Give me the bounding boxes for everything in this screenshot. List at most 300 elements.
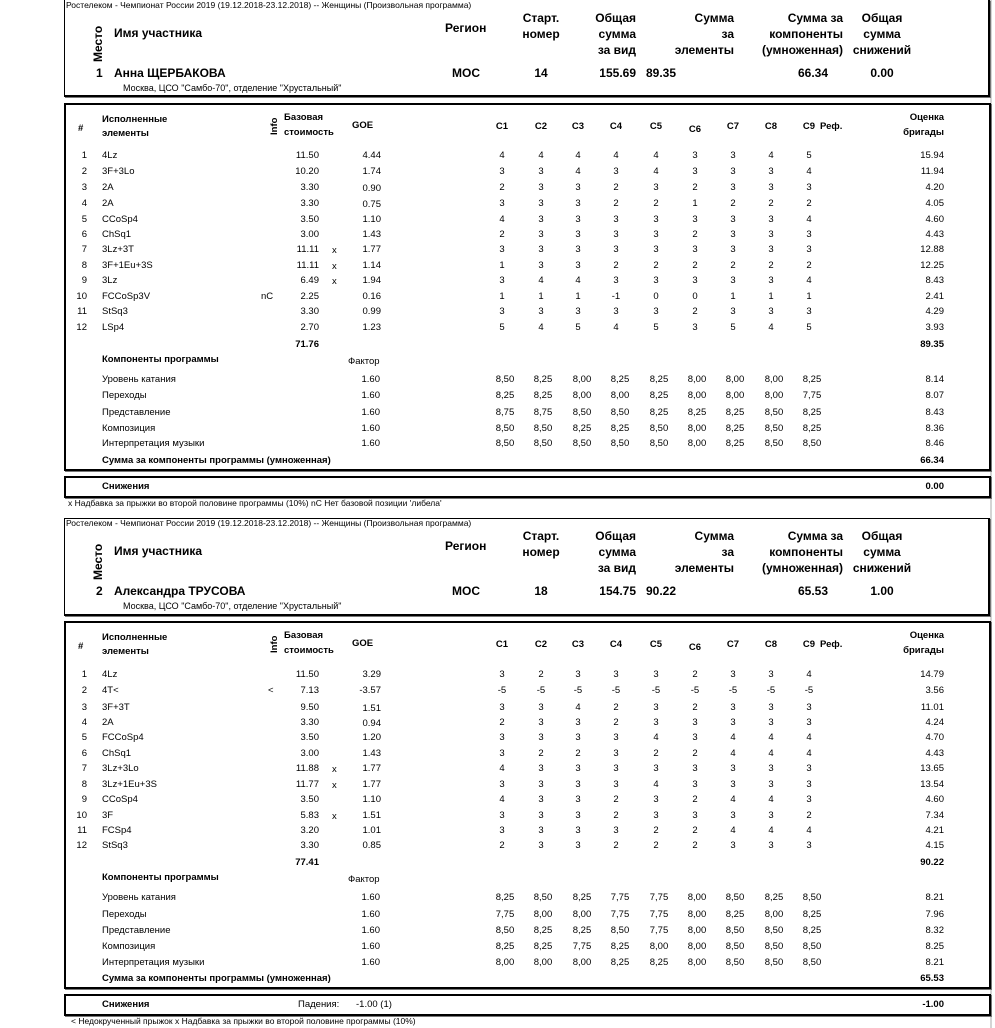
element-base-value: 3.30 (300, 840, 319, 851)
element-row (64, 810, 987, 825)
judge-score-c1: 3 (499, 306, 505, 317)
element-base-value: 3.30 (300, 306, 319, 317)
judge-score-c5: 3 (653, 717, 659, 728)
component-name: Переходы (102, 909, 147, 920)
element-row (64, 306, 987, 321)
component-name: Уровень катания (102, 374, 176, 385)
info-header: Info (269, 635, 280, 653)
judge-score-c7: 2 (730, 198, 736, 209)
judge-score-c1: 4 (499, 150, 505, 161)
judge-score-c2: 3 (538, 166, 544, 177)
total-deductions-value: 0.00 (870, 66, 894, 80)
component-factor: 1.60 (361, 957, 380, 968)
event-title: Ростелеком - Чемпионат России 2019 (19.12.2018-23.12.2018) -- Женщины (Произвольная программа) (66, 0, 472, 10)
component-judge-c9: 8,25 (802, 423, 822, 434)
element-row (64, 150, 987, 165)
judge-header-c1: C1 (495, 121, 509, 132)
judge-header-c4: C4 (609, 121, 623, 132)
element-row (64, 669, 987, 684)
component-name: Уровень катания (102, 892, 176, 903)
element-code: 3Lz+3Lo (102, 763, 139, 774)
judge-score-c4: -1 (611, 291, 621, 302)
judge-header-c3: C3 (571, 121, 585, 132)
judge-score-c3: 4 (575, 702, 581, 713)
judge-score-c2: 2 (538, 748, 544, 759)
element-row (64, 275, 987, 290)
start-no-header-line: номер (522, 27, 560, 41)
judge-score-c1: 4 (499, 214, 505, 225)
component-factor: 1.60 (361, 407, 380, 418)
component-judge-c5: 8,25 (649, 407, 669, 418)
judge-score-c3: 3 (575, 717, 581, 728)
element-number: 1 (81, 669, 87, 680)
judge-score-c6: 3 (692, 717, 698, 728)
total-deductions-header-line: Общая (861, 11, 903, 25)
element-goe: 1.77 (362, 763, 381, 774)
component-judge-c4: 8,25 (610, 423, 630, 434)
judge-score-c6: 2 (692, 794, 698, 805)
judge-score-c7: 3 (730, 840, 736, 851)
component-factor: 1.60 (361, 438, 380, 449)
element-base-value: 7.13 (300, 685, 319, 696)
judge-score-c6: 3 (692, 244, 698, 255)
judge-score-c4: 3 (613, 779, 619, 790)
element-panel-score: 4.24 (925, 717, 944, 728)
judge-score-c1: 2 (499, 717, 505, 728)
judge-score-c2: -5 (536, 685, 546, 696)
component-judge-c8: 8,50 (764, 941, 784, 952)
judge-score-c2: 3 (538, 244, 544, 255)
judge-score-c7: 4 (730, 732, 736, 743)
skater-club: Москва, ЦСО "Самбо-70", отделение "Хрустальный" (123, 83, 342, 93)
element-panel-score: 3.56 (925, 685, 944, 696)
component-judge-c6: 8,00 (687, 892, 707, 903)
element-base-value: 3.20 (300, 825, 319, 836)
element-goe: 1.10 (362, 794, 381, 805)
judge-header-c8: C8 (764, 121, 778, 132)
total-segment-header-line: за вид (597, 43, 636, 57)
judge-score-c3: 4 (575, 275, 581, 286)
panel-score-header-line: Оценка (909, 112, 944, 123)
name-header: Имя участника (114, 544, 203, 558)
component-judge-c3: 8,25 (572, 892, 592, 903)
judge-score-c5: 3 (653, 763, 659, 774)
skater-block (64, 0, 992, 510)
component-judge-c1: 8,25 (495, 390, 515, 401)
judge-score-c9: 1 (806, 291, 812, 302)
name-header: Имя участника (114, 26, 203, 40)
element-goe: 1.77 (362, 779, 381, 790)
element-base-value: 3.00 (300, 229, 319, 240)
judge-score-c6: 3 (692, 732, 698, 743)
element-panel-score: 4.43 (925, 748, 944, 759)
element-goe: 1.43 (362, 229, 381, 240)
deductions-box (64, 476, 991, 498)
component-judge-c6: 8,00 (687, 390, 707, 401)
judge-score-c9: 3 (806, 763, 812, 774)
judge-score-c5: 2 (653, 840, 659, 851)
judge-score-c9: 4 (806, 825, 812, 836)
panel-score-header-line: бригады (903, 127, 944, 138)
place-label: Место (91, 543, 105, 580)
deductions-detail-label: Падения: (298, 999, 340, 1010)
judge-score-c1: 1 (499, 260, 505, 271)
judge-header-c4: C4 (609, 639, 623, 650)
total-elements-header-line: Сумма (694, 529, 734, 543)
element-goe: 1.51 (362, 810, 381, 821)
judge-score-c8: 4 (768, 322, 774, 333)
judge-score-c6: 2 (692, 229, 698, 240)
element-row (64, 763, 987, 778)
element-base-value: 3.30 (300, 182, 319, 193)
judge-score-c7: 3 (730, 150, 736, 161)
judge-score-c8: 3 (768, 244, 774, 255)
info-header: Info (269, 117, 280, 135)
judge-score-c2: 2 (538, 669, 544, 680)
judge-score-c1: 3 (499, 244, 505, 255)
judge-score-c7: -5 (728, 685, 738, 696)
element-goe: 0.90 (362, 183, 381, 194)
component-judge-c1: 8,50 (495, 423, 515, 434)
element-base-value: 11.11 (296, 244, 319, 255)
element-info: < (268, 685, 274, 696)
component-judge-c3: 8,00 (572, 390, 592, 401)
element-panel-score: 11.94 (920, 166, 944, 177)
element-goe: 0.75 (362, 199, 381, 210)
judge-score-c6: 2 (692, 748, 698, 759)
component-judge-c9: 8,25 (802, 925, 822, 936)
total-segment-header-line: за вид (597, 561, 636, 575)
component-judge-c5: 8,25 (649, 374, 669, 385)
element-bonus-marker: x (332, 764, 337, 775)
judge-score-c9: 2 (806, 260, 812, 271)
judge-score-c6: 2 (692, 825, 698, 836)
component-panel-score: 8.07 (925, 390, 944, 401)
judge-score-c2: 3 (538, 214, 544, 225)
judge-score-c4: 3 (613, 166, 619, 177)
total-components-header-line: Сумма за (787, 529, 843, 543)
judge-score-c8: 1 (768, 291, 774, 302)
judge-score-c3: 3 (575, 244, 581, 255)
judge-score-c2: 3 (538, 779, 544, 790)
judge-score-c9: 4 (806, 275, 812, 286)
factor-header: Фактор (348, 356, 380, 367)
judge-score-c5: 4 (653, 150, 659, 161)
component-judge-c2: 8,00 (533, 957, 553, 968)
element-number: 7 (81, 763, 87, 774)
judge-score-c2: 3 (538, 306, 544, 317)
judge-score-c5: 5 (653, 322, 659, 333)
component-judge-c6: 8,25 (687, 407, 707, 418)
component-judge-c7: 8,25 (725, 909, 745, 920)
component-factor: 1.60 (361, 374, 380, 385)
judge-score-c4: 2 (613, 840, 619, 851)
component-judge-c7: 8,50 (725, 892, 745, 903)
judge-score-c4: 2 (613, 182, 619, 193)
deductions-label: Снижения (102, 481, 150, 492)
place-value: 2 (96, 584, 103, 598)
component-row (64, 374, 987, 389)
element-base-value: 10.20 (295, 166, 319, 177)
component-judge-c4: 8,50 (610, 438, 630, 449)
judge-score-c5: -5 (651, 685, 661, 696)
element-number: 3 (81, 702, 87, 713)
base-value-header-line: Базовая (284, 630, 324, 641)
element-code: StSq3 (102, 840, 128, 851)
component-judge-c2: 8,25 (533, 925, 553, 936)
goe-header: GOE (352, 120, 374, 131)
judge-score-c5: 2 (653, 748, 659, 759)
component-judge-c6: 8,00 (687, 374, 707, 385)
element-goe: 1.94 (362, 275, 381, 286)
judge-score-c3: 3 (575, 763, 581, 774)
judge-score-c2: 3 (538, 825, 544, 836)
judge-score-c2: 3 (538, 732, 544, 743)
element-base-value: 3.00 (300, 748, 319, 759)
goe-header: GOE (352, 638, 374, 649)
judge-score-c9: 3 (806, 244, 812, 255)
judge-score-c3: 3 (575, 825, 581, 836)
total-deductions-header-line: Общая (861, 529, 903, 543)
component-judge-c1: 8,50 (495, 374, 515, 385)
judge-header-c5: C5 (649, 121, 663, 132)
element-base-value: 3.50 (300, 214, 319, 225)
judge-score-c3: 1 (575, 291, 581, 302)
num-header: # (78, 123, 84, 134)
component-name: Интерпретация музыки (102, 957, 205, 968)
judge-score-c9: 3 (806, 779, 812, 790)
component-panel-score: 8.21 (925, 957, 944, 968)
judge-score-c6: 3 (692, 763, 698, 774)
component-judge-c7: 8,50 (725, 941, 745, 952)
element-panel-score: 4.05 (925, 198, 944, 209)
legend-note: x Надбавка за прыжки во второй половине программы (10%) nC Нет базовой позиции 'либела' (68, 498, 442, 508)
judge-score-c1: 3 (499, 748, 505, 759)
component-judge-c4: 8,00 (610, 390, 630, 401)
judge-score-c1: 3 (499, 732, 505, 743)
component-factor: 1.60 (361, 423, 380, 434)
element-code: FCSp4 (102, 825, 132, 836)
judge-score-c5: 3 (653, 182, 659, 193)
component-name: Представление (102, 925, 171, 936)
component-name: Композиция (102, 423, 156, 434)
element-number: 9 (81, 794, 87, 805)
judge-score-c3: 3 (575, 306, 581, 317)
judge-score-c2: 3 (538, 810, 544, 821)
judge-score-c8: 3 (768, 166, 774, 177)
judge-header-c6: C6 (688, 124, 702, 135)
judge-score-c1: 4 (499, 794, 505, 805)
total-components-header-line: компоненты (769, 545, 843, 559)
judge-score-c7: 3 (730, 182, 736, 193)
judge-score-c3: 2 (575, 748, 581, 759)
component-judge-c7: 8,00 (725, 390, 745, 401)
judge-header-c5: C5 (649, 639, 663, 650)
judge-score-c3: 3 (575, 229, 581, 240)
judge-score-c5: 3 (653, 702, 659, 713)
components-total-value: 65.53 (920, 973, 944, 984)
element-base-value: 9.50 (300, 702, 319, 713)
element-base-value: 11.50 (295, 150, 319, 161)
component-panel-score: 8.25 (925, 941, 944, 952)
judge-score-c6: 2 (692, 260, 698, 271)
judge-score-c8: 4 (768, 748, 774, 759)
element-row (64, 717, 987, 732)
deductions-label: Снижения (102, 999, 150, 1010)
component-row (64, 423, 987, 438)
element-number: 12 (76, 840, 87, 851)
component-judge-c1: 8,25 (495, 941, 515, 952)
judge-score-c5: 2 (653, 198, 659, 209)
component-name: Композиция (102, 941, 156, 952)
element-code: 3F (102, 810, 114, 821)
component-judge-c7: 8,25 (725, 423, 745, 434)
judge-score-c7: 3 (730, 810, 736, 821)
judge-score-c8: 3 (768, 763, 774, 774)
judge-score-c9: 5 (806, 322, 812, 333)
judge-score-c9: 4 (806, 669, 812, 680)
judge-score-c7: 4 (730, 825, 736, 836)
judge-score-c3: 3 (575, 214, 581, 225)
element-code: 3F+1Eu+3S (102, 260, 153, 271)
judge-score-c9: 4 (806, 748, 812, 759)
judge-header-c6: C6 (688, 642, 702, 653)
element-goe: 3.29 (362, 669, 381, 680)
judge-score-c1: 1 (499, 291, 505, 302)
total-deductions-header-line: снижений (852, 43, 912, 57)
element-code: 2A (102, 182, 114, 193)
judge-score-c1: 2 (499, 840, 505, 851)
judge-score-c3: 4 (575, 166, 581, 177)
element-bonus-marker: x (332, 245, 337, 256)
judge-score-c1: 3 (499, 166, 505, 177)
judge-header-c7: C7 (726, 121, 740, 132)
component-judge-c9: 8,50 (802, 957, 822, 968)
base-value-header-line: стоимость (284, 645, 334, 656)
component-judge-c8: 8,50 (764, 438, 784, 449)
elements-total: 90.22 (920, 857, 944, 868)
component-judge-c3: 8,25 (572, 925, 592, 936)
judge-score-c2: 4 (538, 322, 544, 333)
element-code: 3F+3T (102, 702, 130, 713)
judge-score-c6: 2 (692, 306, 698, 317)
component-judge-c3: 8,00 (572, 374, 592, 385)
component-judge-c4: 8,50 (610, 407, 630, 418)
judge-score-c3: 5 (575, 322, 581, 333)
start-no-header-line: Старт. (522, 11, 560, 25)
judge-score-c7: 3 (730, 306, 736, 317)
judge-score-c2: 4 (538, 150, 544, 161)
component-judge-c1: 8,50 (495, 925, 515, 936)
judge-score-c6: 3 (692, 810, 698, 821)
component-judge-c1: 8,75 (495, 407, 515, 418)
judge-score-c1: 3 (499, 810, 505, 821)
component-judge-c8: 8,00 (764, 909, 784, 920)
component-judge-c5: 7,75 (649, 909, 669, 920)
judge-score-c8: 3 (768, 702, 774, 713)
judge-score-c7: 4 (730, 794, 736, 805)
judge-score-c4: 2 (613, 198, 619, 209)
element-number: 11 (77, 306, 87, 317)
judge-score-c9: 3 (806, 182, 812, 193)
element-row (64, 214, 987, 229)
judge-score-c3: 3 (575, 794, 581, 805)
component-judge-c2: 8,50 (533, 438, 553, 449)
judge-score-c5: 3 (653, 794, 659, 805)
base-value-header-line: Базовая (284, 112, 324, 123)
components-total-label: Сумма за компоненты программы (умноженная) (102, 455, 331, 466)
judge-score-c1: 3 (499, 702, 505, 713)
judge-header-c9: C9 (802, 639, 816, 650)
component-judge-c4: 8,25 (610, 957, 630, 968)
component-judge-c8: 8,50 (764, 407, 784, 418)
total-elements-header-line: Сумма (694, 11, 734, 25)
components-title: Компоненты программы (102, 872, 219, 883)
base-value-total: 77.41 (295, 857, 319, 868)
element-code: 4Lz (102, 150, 118, 161)
element-base-value: 3.50 (300, 732, 319, 743)
component-judge-c6: 8,00 (687, 941, 707, 952)
judge-score-c5: 3 (653, 229, 659, 240)
component-panel-score: 8.32 (925, 925, 944, 936)
judge-score-c9: 3 (806, 840, 812, 851)
element-panel-score: 13.65 (920, 763, 944, 774)
skater-name: Анна ЩЕРБАКОВА (114, 66, 226, 80)
event-title: Ростелеком - Чемпионат России 2019 (19.12.2018-23.12.2018) -- Женщины (Произвольная программа) (66, 518, 472, 528)
judge-score-c4: 2 (613, 794, 619, 805)
judge-header-c3: C3 (571, 639, 585, 650)
element-base-value: 2.25 (300, 291, 319, 302)
component-judge-c6: 8,00 (687, 957, 707, 968)
component-judge-c3: 8,25 (572, 423, 592, 434)
judge-score-c3: 3 (575, 732, 581, 743)
component-judge-c9: 8,50 (802, 892, 822, 903)
element-row (64, 182, 987, 197)
judge-score-c7: 3 (730, 166, 736, 177)
component-judge-c7: 8,00 (725, 374, 745, 385)
judge-score-c6: 2 (692, 702, 698, 713)
element-number: 8 (81, 260, 87, 271)
component-judge-c8: 8,50 (764, 423, 784, 434)
judge-score-c8: 3 (768, 182, 774, 193)
element-info: nC (261, 291, 274, 302)
judge-header-c7: C7 (726, 639, 740, 650)
component-judge-c3: 8,50 (572, 438, 592, 449)
judge-score-c8: 3 (768, 810, 774, 821)
component-judge-c6: 8,00 (687, 423, 707, 434)
judge-score-c4: 3 (613, 748, 619, 759)
judge-score-c2: 3 (538, 840, 544, 851)
judge-score-c4: 4 (613, 322, 619, 333)
component-judge-c5: 7,75 (649, 925, 669, 936)
judge-score-c9: 3 (806, 702, 812, 713)
element-row (64, 685, 987, 700)
element-number: 2 (81, 685, 87, 696)
element-number: 4 (81, 198, 87, 209)
total-segment-header-line: Общая (595, 529, 636, 543)
element-row (64, 732, 987, 747)
judge-score-c7: 3 (730, 214, 736, 225)
total-elements-header-line: элементы (674, 43, 734, 57)
element-panel-score: 4.70 (925, 732, 944, 743)
element-bonus-marker: x (332, 276, 337, 287)
component-panel-score: 8.43 (925, 407, 944, 418)
element-number: 5 (81, 214, 87, 225)
element-row (64, 748, 987, 763)
judge-score-c9: 3 (806, 794, 812, 805)
judge-score-c4: 3 (613, 732, 619, 743)
judge-score-c8: -5 (766, 685, 776, 696)
